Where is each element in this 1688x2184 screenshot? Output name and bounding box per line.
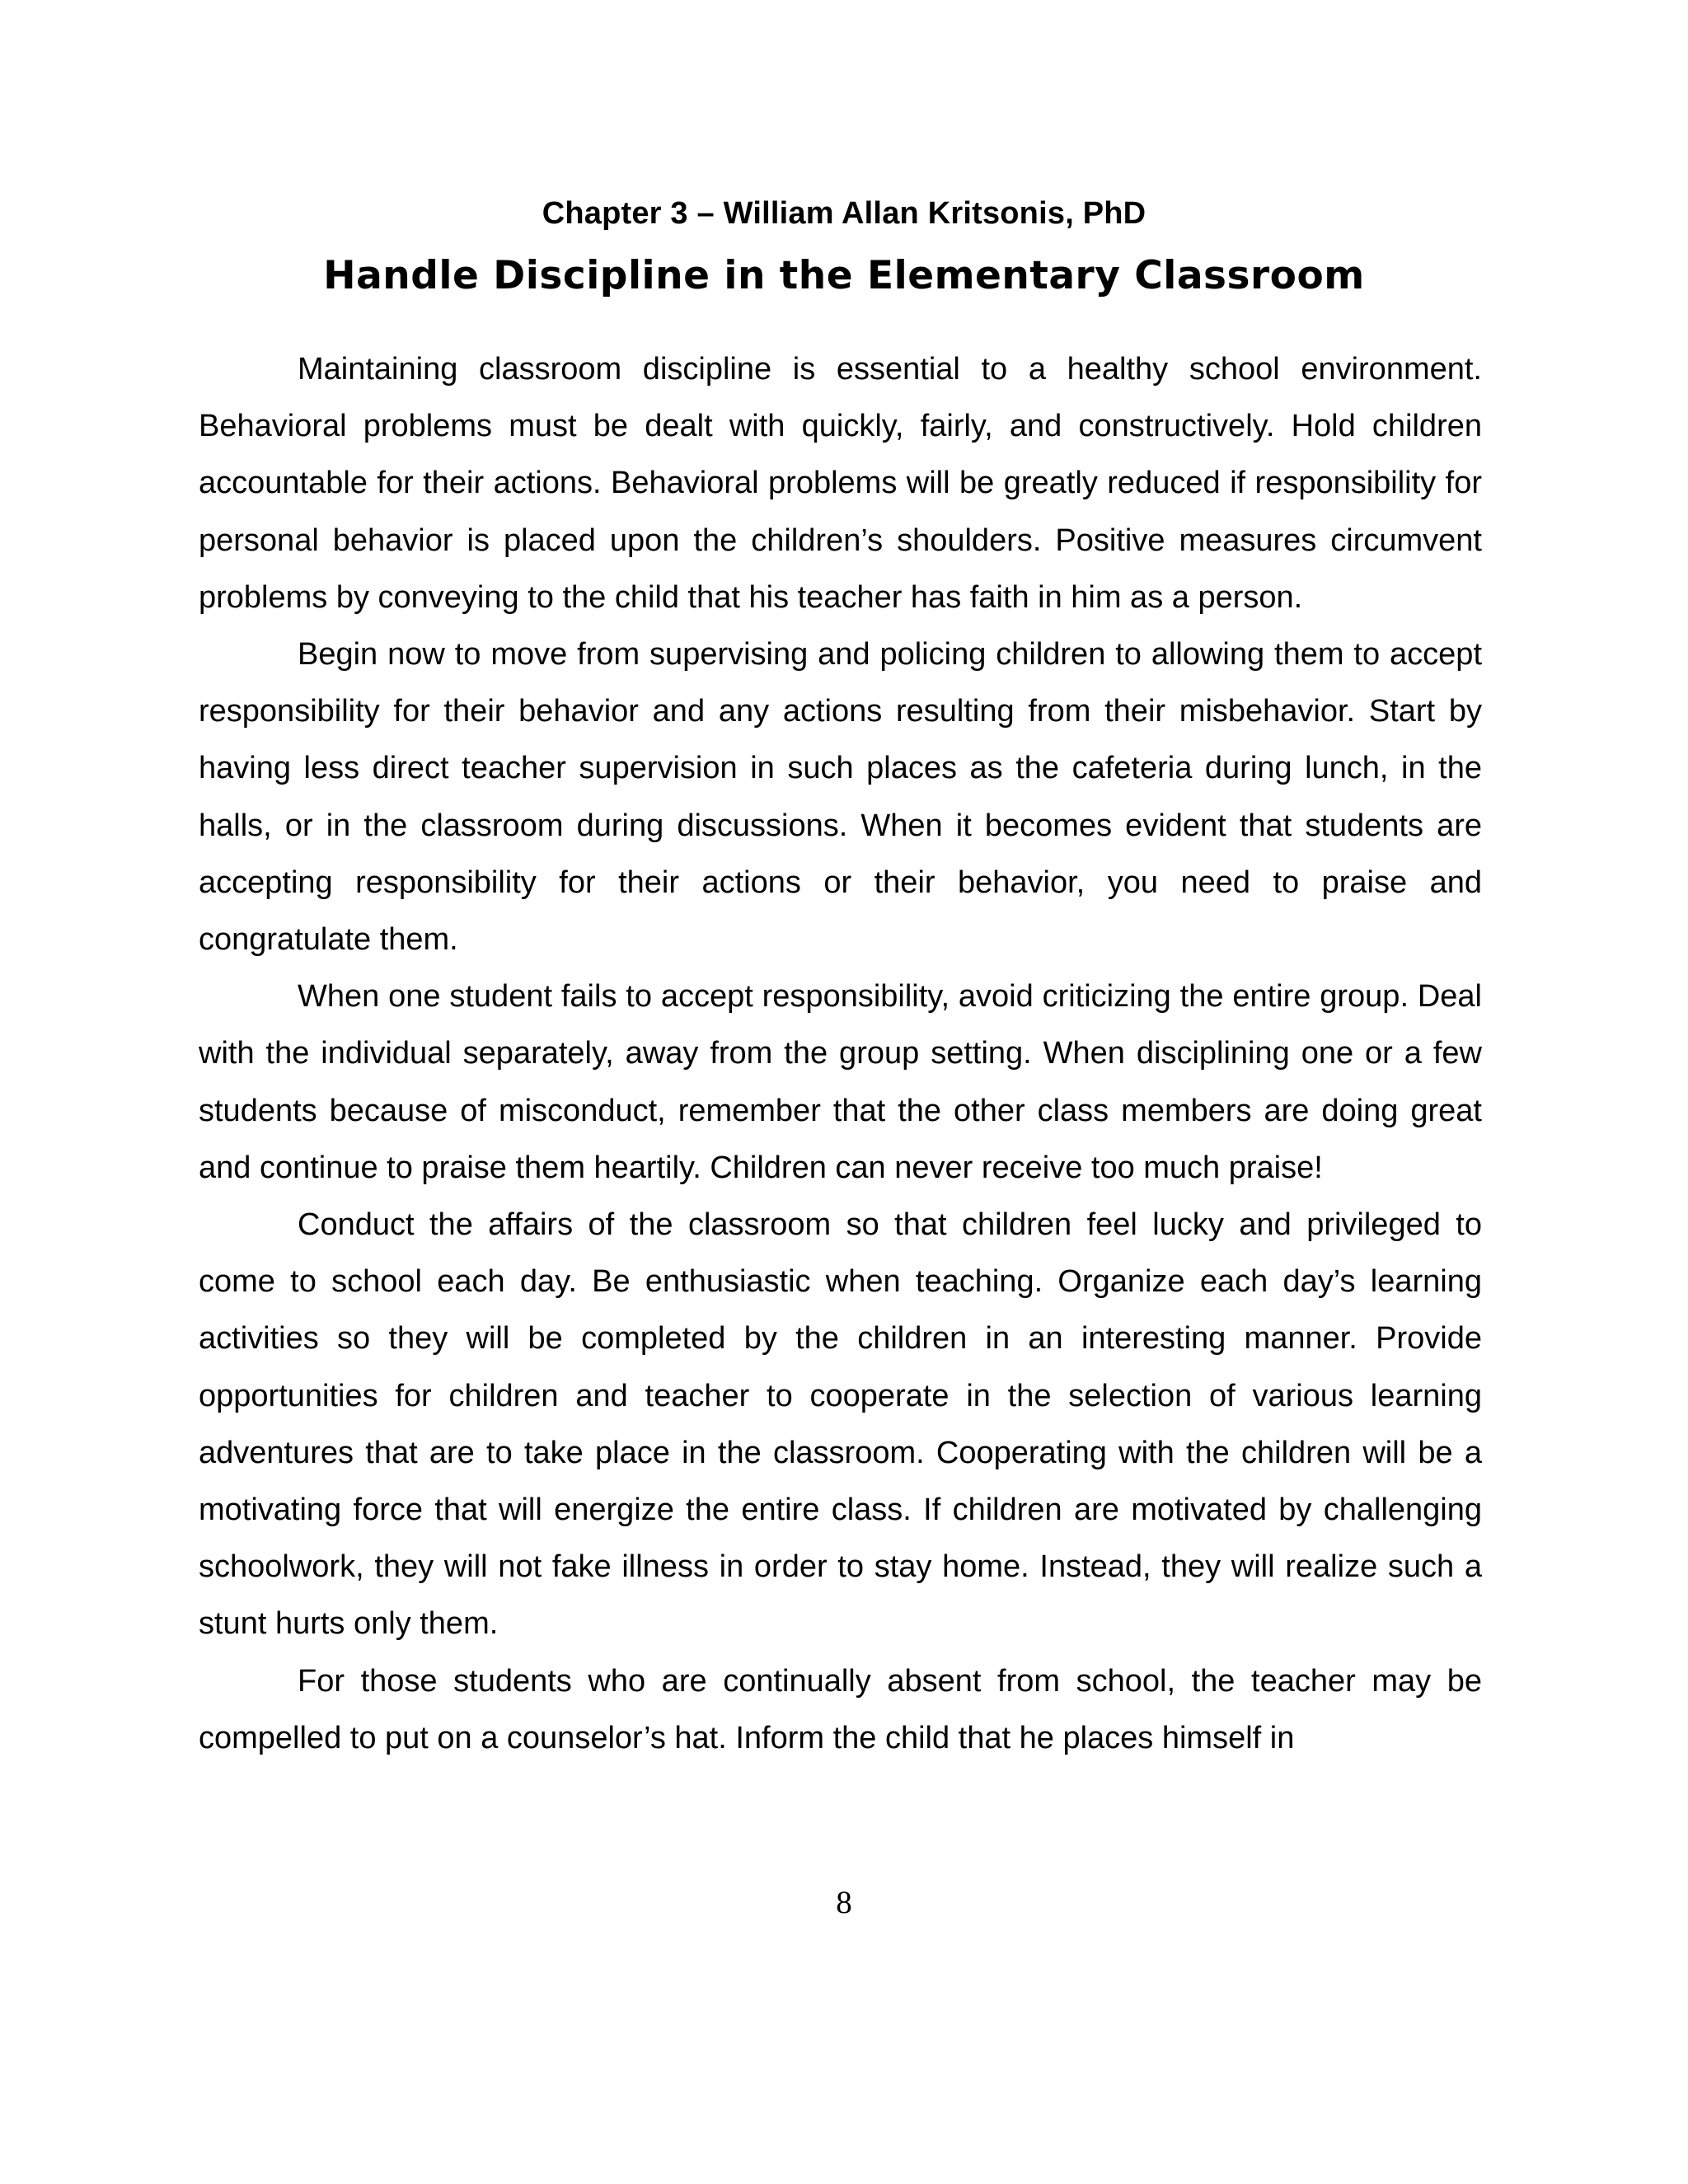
page-title: Handle Discipline in the Elementary Classroom bbox=[323, 253, 1365, 298]
page-number: 8 bbox=[836, 1885, 852, 1920]
chapter-header: Chapter 3 – William Allan Kritsonis, PhD bbox=[542, 196, 1146, 231]
paragraph-1: Maintaining classroom discipline is essential to a healthy school environment. Behavioral problems must be dealt with quickly, fairly, and constructively. Hold children accountable for their actions. Behavioral problems will be greatly reduced if responsibility for personal behavior is placed upon the children’s shoulders. Positive measures circumvent problems by conveying to the child that his teacher has faith in him as a person. bbox=[199, 352, 1482, 615]
paragraph-3: When one student fails to accept responsibility, avoid criticizing the entire group. Deal with the individual separately, away from the group setting. When disciplining one or a few students because of misconduct, remember that the other class members are doing great and continue to praise them heartily. Children can never receive too much praise! bbox=[199, 979, 1482, 1185]
paragraph-4: Conduct the affairs of the classroom so that children feel lucky and privileged to come to school each day. Be enthusiastic when teaching. Organize each day’s learning activities so they will be completed by the children in an interesting manner. Provide opportunities for children and teacher to cooperate in the selection of various learning adventures that are to take place in the classroom. Cooperating with the children will be a motivating force that will energize the entire class. If children are motivated by challenging schoolwork, they will not fake illness in order to stay home. Instead, they will realize such a stunt hurts only them. bbox=[199, 1207, 1482, 1642]
paragraph-5: For those students who are continually absent from school, the teacher may be compelled to put on a counselor’s hat. Inform the child that he places himself in bbox=[199, 1663, 1482, 1755]
body-text bbox=[199, 341, 1482, 1767]
paragraph-2: Begin now to move from supervising and policing children to allowing them to accept responsibility for their behavior and any actions resulting from their misbehavior. Start by having less direct teacher supervision in such places as the cafeteria during lunch, in the halls, or in the classroom during discussions. When it becomes evident that students are accepting responsibility for their actions or their behavior, you need to praise and congratulate them. bbox=[199, 637, 1482, 958]
